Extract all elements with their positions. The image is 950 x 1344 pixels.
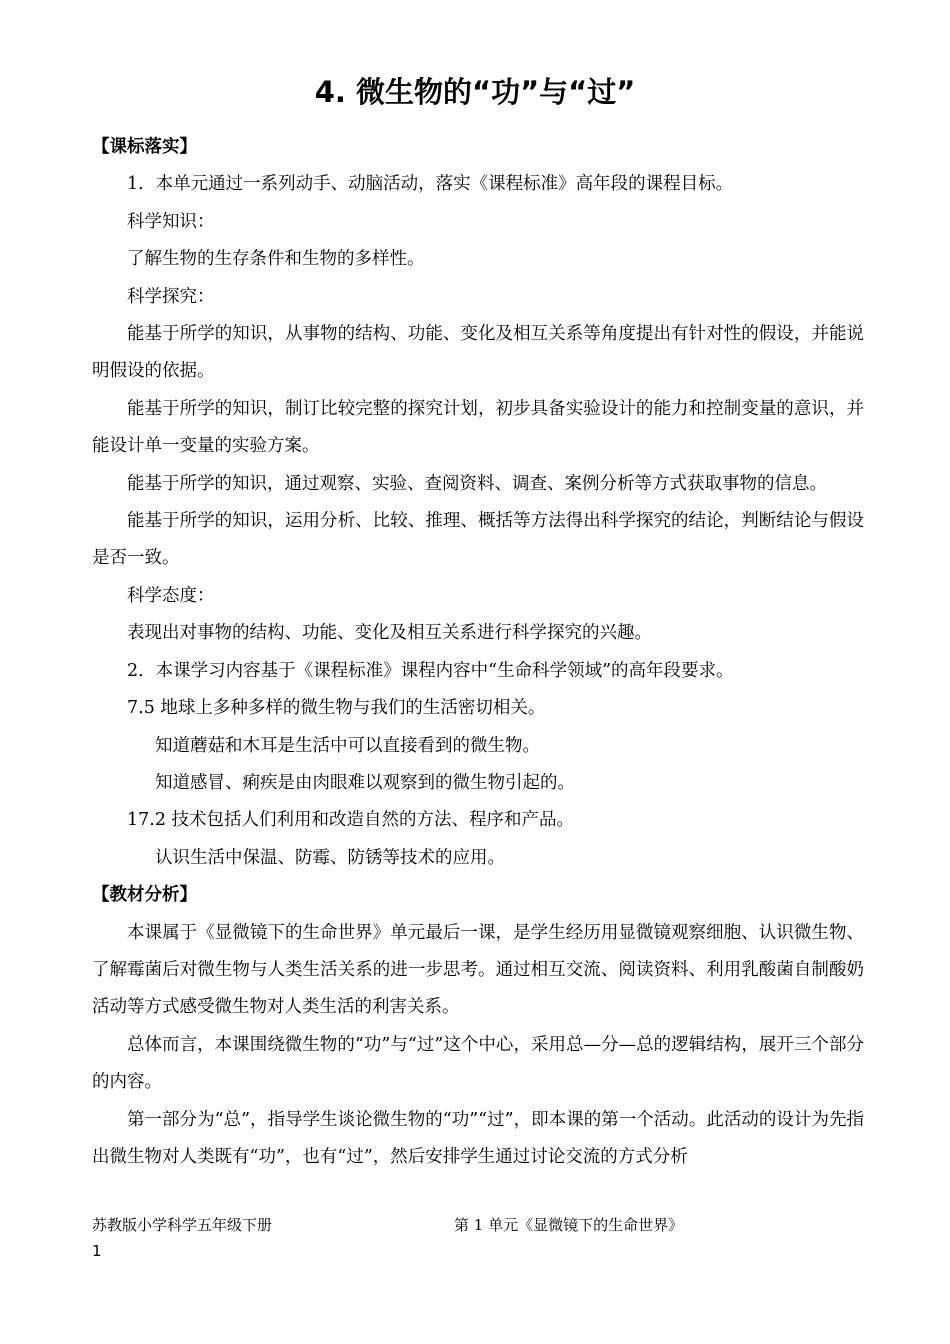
paragraph: 1．本单元通过一系列动手、动脑活动，落实《课程标准》高年段的课程目标。 xyxy=(127,174,734,195)
paragraph: 7.5 地球上多种多样的微生物与我们的生活密切相关。 xyxy=(127,698,546,719)
document-title: 4. 微生物的“功”与“过” xyxy=(314,75,636,109)
page-footer xyxy=(92,1212,864,1238)
paragraph: 2．本课学习内容基于《课程标准》课程内容中“生命科学领域”的高年段要求。 xyxy=(127,660,734,681)
section-heading: 【课标落实】 xyxy=(92,137,197,157)
paragraph: 能基于所学的知识，从事物的结构、功能、变化及相互关系等角度提出有针对性的假设，并能说明假设的依据。 xyxy=(92,324,864,382)
paragraph: 能基于所学的知识，运用分析、比较、推理、概括等方法得出科学探究的结论，判断结论与假设是否一致。 xyxy=(92,511,864,569)
document-body xyxy=(92,129,864,1176)
footer-book-title: 苏教版小学科学五年级下册 xyxy=(92,1216,273,1234)
paragraph: 能基于所学的知识，通过观察、实验、查阅资料、调查、案例分析等方式获取事物的信息。 xyxy=(127,473,827,494)
paragraph: 科学探究： xyxy=(127,286,215,307)
section-heading: 【教材分析】 xyxy=(92,885,197,906)
paragraph: 表现出对事物的结构、功能、变化及相互关系进行科学探究的兴趣。 xyxy=(127,623,652,644)
paragraph: 17.2 技术包括人们利用和改造自然的方法、程序和产品。 xyxy=(127,810,575,831)
sub-item: 知道蘑菇和木耳是生活中可以直接看到的微生物。 xyxy=(155,735,540,756)
paragraph: 科学知识： xyxy=(127,211,215,232)
sub-item: 认识生活中保温、防霉、防锈等技术的应用。 xyxy=(155,847,505,868)
footer-unit-title: 第 1 单元《显微镜下的生命世界》 xyxy=(454,1216,684,1234)
paragraph: 本课属于《显微镜下的生命世界》单元最后一课，是学生经历用显微镜观察细胞、认识微生物、了解霉菌后对微生物与人类生活关系的进一步思考。通过相互交流、阅读资料、利用乳酸菌自制酸奶活动等方式感受微生物对人类生活的利害关系。 xyxy=(92,922,864,1018)
paragraph: 科学态度： xyxy=(127,585,215,606)
paragraph: 第一部分为“总”，指导学生谈论微生物的“功”“过”，即本课的第一个活动。此活动的设计为先指出微生物对人类既有“功”，也有“过”，然后安排学生通过讨论交流的方式分析 xyxy=(92,1109,864,1167)
sub-item: 知道感冒、痢疾是由肉眼难以观察到的微生物引起的。 xyxy=(155,772,575,793)
paragraph: 了解生物的生存条件和生物的多样性。 xyxy=(127,249,425,270)
paragraph: 总体而言，本课围绕微生物的“功”与“过”这个中心，采用总—分—总的逻辑结构，展开三个部分的内容。 xyxy=(92,1034,864,1093)
paragraph: 能基于所学的知识，制订比较完整的探究计划，初步具备实验设计的能力和控制变量的意识，并能设计单一变量的实验方案。 xyxy=(92,398,864,457)
page-number: 1 xyxy=(92,1242,102,1260)
